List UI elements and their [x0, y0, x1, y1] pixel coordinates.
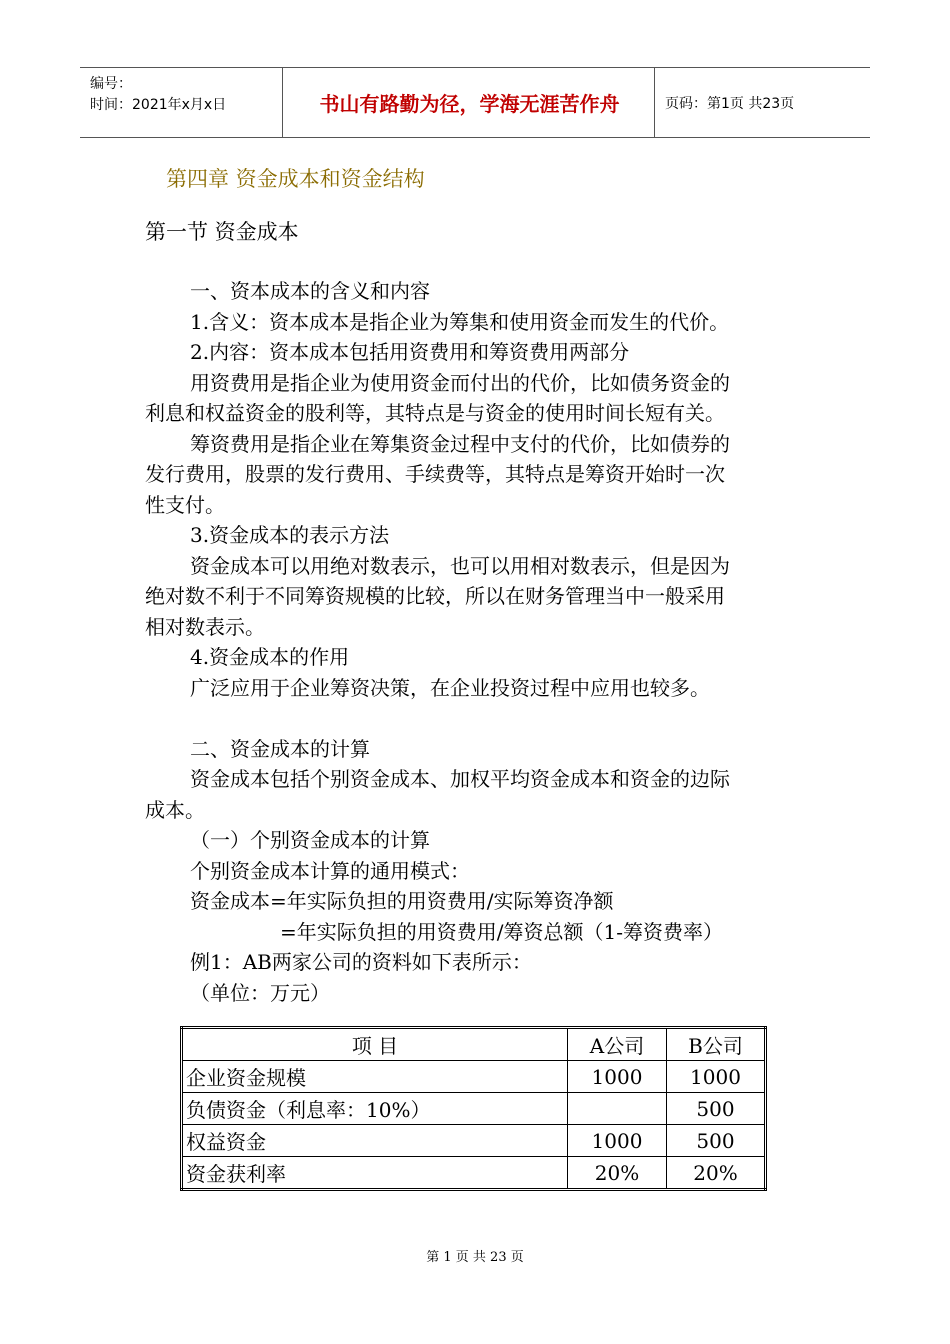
section-title: 第一节 资金成本: [145, 220, 299, 244]
paragraph: （单位：万元）: [190, 980, 330, 1005]
subheading: （一）个别资金成本的计算: [190, 828, 430, 852]
paragraph: 4.资金成本的作用: [190, 645, 350, 669]
table-cell: 20%: [667, 1157, 766, 1190]
table-cell: 1000: [667, 1061, 766, 1093]
table-row: [182, 1125, 766, 1157]
table-cell: 1000: [568, 1061, 667, 1093]
chapter-title: 第四章 资金成本和资金结构: [166, 167, 425, 191]
paragraph: 绝对数不利于不同筹资规模的比较，所以在财务管理当中一般采用: [145, 584, 725, 608]
paragraph: 用资费用是指企业为使用资金而付出的代价，比如债务资金的: [190, 370, 730, 395]
page-info: 页码：第1页 共23页: [665, 95, 795, 112]
formula: 资金成本=年实际负担的用资费用/实际筹资净额: [190, 889, 614, 913]
paragraph: 相对数表示。: [145, 614, 265, 639]
document-body: [145, 276, 810, 1008]
table-cell: [568, 1093, 667, 1125]
paragraph: 性支付。: [145, 492, 225, 517]
heading-2: 二、资金成本的计算: [190, 736, 370, 761]
table-header-cell: A公司: [568, 1028, 667, 1061]
spacer: [145, 703, 810, 734]
table-row: [182, 1157, 766, 1190]
table-row: [182, 1093, 766, 1125]
header-motto: 书山有路勤为径，学海无涯苦作舟: [319, 92, 620, 116]
table-cell: 企业资金规模: [182, 1061, 568, 1093]
time-label: 时间：2021年x月x日: [90, 97, 227, 113]
paragraph: 1.含义：资本成本是指企业为筹集和使用资金而发生的代价。: [190, 309, 730, 334]
table-cell: 负债资金（利息率：10%）: [182, 1093, 568, 1125]
formula: =年实际负担的用资费用/筹资总额（1-筹资费率）: [280, 919, 723, 944]
table-cell: 500: [667, 1125, 766, 1157]
table-cell: 500: [667, 1093, 766, 1125]
table-cell: 权益资金: [182, 1125, 568, 1157]
table-cell: 资金获利率: [182, 1157, 568, 1190]
paragraph: 广泛应用于企业筹资决策，在企业投资过程中应用也较多。: [190, 675, 710, 700]
page-footer: 第 1 页 共 23 页: [426, 1250, 524, 1265]
header-bar: [80, 67, 870, 138]
paragraph: 个别资金成本计算的通用模式：: [190, 858, 470, 883]
header-meta: [90, 74, 226, 116]
paragraph: 利息和权益资金的股利等，其特点是与资金的使用时间长短有关。: [145, 401, 725, 425]
table-row: [182, 1061, 766, 1093]
table-header-cell: B公司: [667, 1028, 766, 1061]
table-cell: 1000: [568, 1125, 667, 1157]
table-header-cell: 项 目: [182, 1028, 568, 1061]
paragraph: 资金成本包括个别资金成本、加权平均资金成本和资金的边际: [190, 767, 730, 791]
paragraph: 2.内容：资本成本包括用资费用和筹资费用两部分: [190, 340, 630, 364]
number-label: 编号：: [90, 76, 132, 92]
paragraph: 3.资金成本的表示方法: [190, 523, 390, 547]
paragraph: 资金成本可以用绝对数表示，也可以用相对数表示，但是因为: [190, 553, 730, 578]
table-header-row: [182, 1028, 766, 1061]
table-cell: 20%: [568, 1157, 667, 1190]
paragraph: 成本。: [145, 797, 205, 822]
paragraph: 筹资费用是指企业在筹集资金过程中支付的代价，比如债券的: [190, 431, 730, 456]
heading-1: 一、资本成本的含义和内容: [190, 279, 430, 303]
paragraph: 发行费用，股票的发行费用、手续费等，其特点是筹资开始时一次: [145, 462, 725, 486]
paragraph: 例1：AB两家公司的资料如下表所示：: [190, 950, 532, 974]
data-table: [180, 1026, 767, 1191]
